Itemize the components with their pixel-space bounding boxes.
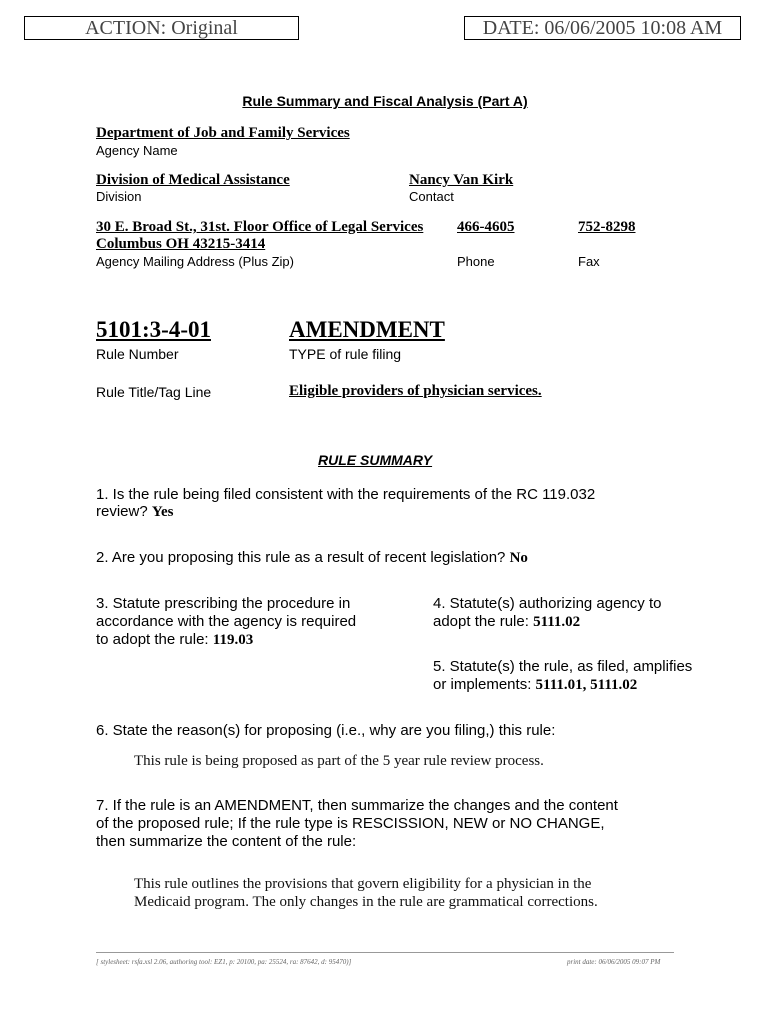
question-5-answer: 5111.01, 5111.02 xyxy=(535,677,638,693)
footer-stylesheet-info: [ stylesheet: rsfa.xsl 2.06, authoring tool: EZ1, p: 20100, pa: 25524, ra: 87642, d: 95470)] xyxy=(96,958,352,966)
rule-title-label: Rule Title/Tag Line xyxy=(96,384,212,400)
phone-label: Phone xyxy=(457,254,495,269)
question-3-text: to adopt the rule: xyxy=(96,631,209,648)
question-3-answer: 119.03 xyxy=(212,632,254,648)
question-4-line1: 4. Statute(s) authorizing agency to xyxy=(433,595,662,612)
fax-value: 752-8298 xyxy=(578,219,636,235)
division-label: Division xyxy=(96,189,142,204)
date-label: DATE: 06/06/2005 10:08 AM xyxy=(482,16,723,39)
question-7-line2: of the proposed rule; If the rule type is RESCISSION, NEW or NO CHANGE, xyxy=(96,815,605,832)
question-6: 6. State the reason(s) for proposing (i.e., why are you filing,) this rule: xyxy=(96,722,556,739)
question-7-answer-line2: Medicaid program. The only changes in the rule are grammatical corrections. xyxy=(134,894,598,910)
rule-summary-heading: RULE SUMMARY xyxy=(318,452,433,468)
action-box xyxy=(24,16,299,40)
footer-print-date: print date: 06/06/2005 09:07 PM xyxy=(567,958,661,966)
question-2-text: 2. Are you proposing this rule as a result of recent legislation? xyxy=(96,549,506,566)
question-5-line2 xyxy=(433,676,637,694)
question-1-line1: 1. Is the rule being filed consistent with the requirements of the RC 119.032 xyxy=(96,486,596,503)
footer-divider xyxy=(96,952,674,953)
phone-value: 466-4605 xyxy=(457,219,515,235)
action-label: ACTION: Original xyxy=(85,16,238,39)
rule-type-label: TYPE of rule filing xyxy=(289,346,402,362)
page-title: Rule Summary and Fiscal Analysis (Part A) xyxy=(242,93,528,109)
question-4-text: adopt the rule: xyxy=(433,613,529,630)
question-4-line2 xyxy=(433,613,580,631)
agency-name-label: Agency Name xyxy=(96,143,178,158)
question-1-line2 xyxy=(96,503,174,521)
question-7-answer-line1: This rule outlines the provisions that govern eligibility for a physician in the xyxy=(134,876,592,892)
question-3-line1: 3. Statute prescribing the procedure in xyxy=(96,595,351,612)
agency-name-value: Department of Job and Family Services xyxy=(96,125,350,141)
address-line2: Columbus OH 43215-3414 xyxy=(96,236,266,252)
question-1-answer: Yes xyxy=(151,504,174,520)
question-5-text: or implements: xyxy=(433,676,532,693)
contact-label: Contact xyxy=(409,189,454,204)
division-value: Division of Medical Assistance xyxy=(96,172,290,188)
rule-number-label: Rule Number xyxy=(96,346,179,362)
question-2-answer: No xyxy=(509,550,528,566)
question-7-line3: then summarize the content of the rule: xyxy=(96,833,357,850)
question-5-line1: 5. Statute(s) the rule, as filed, amplifies xyxy=(433,658,693,675)
contact-value: Nancy Van Kirk xyxy=(409,172,514,188)
rule-number-value: 5101:3-4-01 xyxy=(96,317,211,342)
date-box xyxy=(464,16,741,40)
address-label: Agency Mailing Address (Plus Zip) xyxy=(96,254,294,269)
rule-type-value: AMENDMENT xyxy=(289,317,445,342)
question-7-line1: 7. If the rule is an AMENDMENT, then summarize the changes and the content xyxy=(96,797,618,814)
question-1-text: review? xyxy=(96,503,148,520)
question-2 xyxy=(96,549,528,567)
question-6-answer: This rule is being proposed as part of the 5 year rule review process. xyxy=(134,753,544,769)
question-3-line2: accordance with the agency is required xyxy=(96,613,357,630)
address-line1: 30 E. Broad St., 31st. Floor Office of Legal Services xyxy=(96,219,424,235)
rule-title-value: Eligible providers of physician services. xyxy=(289,383,542,399)
question-4-answer: 5111.02 xyxy=(533,614,581,630)
fax-label: Fax xyxy=(578,254,600,269)
question-3-line3 xyxy=(96,631,253,649)
